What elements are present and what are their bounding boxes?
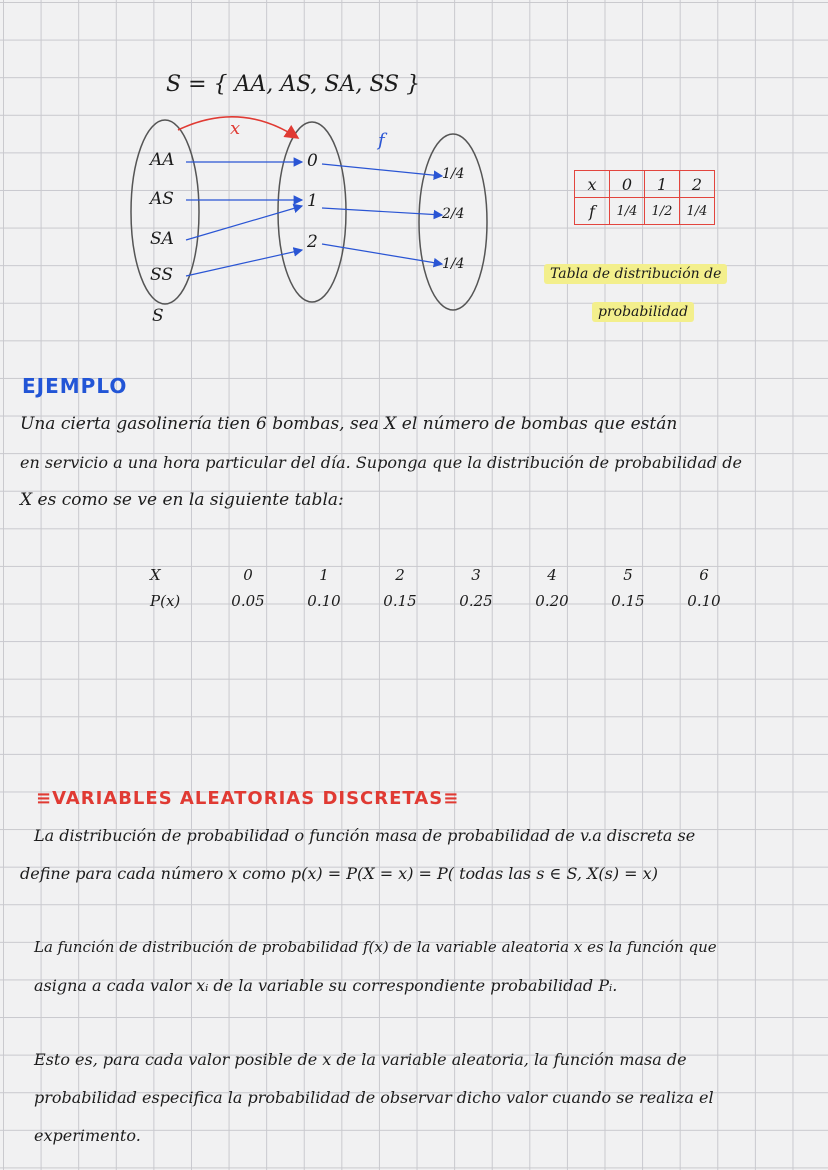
example-cell: 0 bbox=[243, 566, 253, 584]
f-label: f bbox=[378, 130, 385, 151]
arrow-sa-1 bbox=[186, 206, 302, 240]
domain-element-sa: SA bbox=[150, 229, 174, 249]
middle-value-0: 0 bbox=[307, 151, 318, 171]
example-title: EJEMPLO bbox=[22, 374, 128, 398]
right-value-2: 2/4 bbox=[442, 206, 465, 222]
right-value-3: 1/4 bbox=[442, 256, 465, 272]
table-caption-line2 bbox=[592, 304, 694, 320]
example-cell: 2 bbox=[395, 566, 405, 584]
example-cell: 3 bbox=[471, 566, 481, 584]
para2-line-2: asigna a cada valor xᵢ de la variable su correspondiente probabilidad Pᵢ. bbox=[34, 976, 618, 995]
dist-cell: x bbox=[575, 171, 610, 198]
arrow-1-prob bbox=[322, 208, 442, 215]
range-ellipse bbox=[278, 122, 346, 302]
example-line-1: Una cierta gasolinería tien 6 bombas, sea X el número de bombas que están bbox=[20, 414, 678, 434]
dist-cell: 1/4 bbox=[680, 198, 715, 225]
example-row-x bbox=[150, 562, 742, 588]
domain-element-ss: SS bbox=[150, 265, 173, 285]
example-cell: 0.25 bbox=[459, 592, 493, 610]
distribution-row-f bbox=[575, 198, 715, 225]
example-cell: 5 bbox=[623, 566, 633, 584]
example-row-prob bbox=[150, 588, 742, 614]
dist-cell: f bbox=[575, 198, 610, 225]
domain-element-as: AS bbox=[150, 189, 174, 209]
distribution-table bbox=[574, 170, 715, 225]
dist-cell: 0 bbox=[610, 171, 645, 198]
example-cell: 4 bbox=[547, 566, 557, 584]
sample-space-title: S = { AA, AS, SA, SS } bbox=[166, 72, 421, 97]
example-line-3: X es como se ve en la siguiente tabla: bbox=[20, 490, 344, 510]
example-cell: 0.10 bbox=[687, 592, 721, 610]
dist-cell: 1/4 bbox=[610, 198, 645, 225]
para3-line-3: experimento. bbox=[34, 1126, 141, 1145]
dist-cell: 1/2 bbox=[645, 198, 680, 225]
dist-cell: 2 bbox=[680, 171, 715, 198]
example-cell: 1 bbox=[319, 566, 329, 584]
middle-value-1: 1 bbox=[307, 191, 318, 211]
example-cell: 6 bbox=[699, 566, 709, 584]
example-cell: 0.10 bbox=[307, 592, 341, 610]
middle-value-2: 2 bbox=[307, 232, 318, 252]
example-cell: 0.15 bbox=[611, 592, 645, 610]
arrow-0-prob bbox=[322, 164, 442, 176]
table-caption-line1 bbox=[544, 266, 727, 282]
example-cell: 0.20 bbox=[535, 592, 569, 610]
section-title: ≡VARIABLES ALEATORIAS DISCRETAS≡ bbox=[36, 788, 460, 809]
para3-line-1: Esto es, para cada valor posible de x de la variable aleatoria, la función masa de bbox=[34, 1050, 687, 1069]
example-probability-table bbox=[150, 562, 742, 614]
para1-line-2: define para cada número x como p(x) = P(X = x) = P( todas las s ∈ S, X(s) = x) bbox=[20, 864, 658, 883]
example-cell: 0.15 bbox=[383, 592, 417, 610]
domain-label: S bbox=[152, 306, 164, 326]
example-line-2: en servicio a una hora particular del día. Suponga que la distribución de probabilidad de bbox=[20, 453, 742, 472]
domain-element-aa: AA bbox=[150, 150, 175, 170]
right-value-1: 1/4 bbox=[442, 166, 465, 182]
example-cell: X bbox=[150, 566, 161, 584]
example-cell: P(x) bbox=[150, 592, 181, 610]
probability-ellipse bbox=[419, 134, 487, 310]
caption-highlight: probabilidad bbox=[592, 302, 694, 322]
distribution-row-x bbox=[575, 171, 715, 198]
caption-highlight: Tabla de distribución de bbox=[544, 264, 727, 284]
para1-line-1: La distribución de probabilidad o función masa de probabilidad de v.a discreta se bbox=[34, 826, 696, 845]
para3-line-2: probabilidad especifica la probabilidad de observar dicho valor cuando se realiza el bbox=[34, 1088, 714, 1107]
dist-cell: 1 bbox=[645, 171, 680, 198]
para2-line-1: La función de distribución de probabilidad f(x) de la variable aleatoria x es la función que bbox=[34, 938, 717, 956]
x-arrow-label: x bbox=[230, 118, 241, 139]
example-cell: 0.05 bbox=[231, 592, 265, 610]
